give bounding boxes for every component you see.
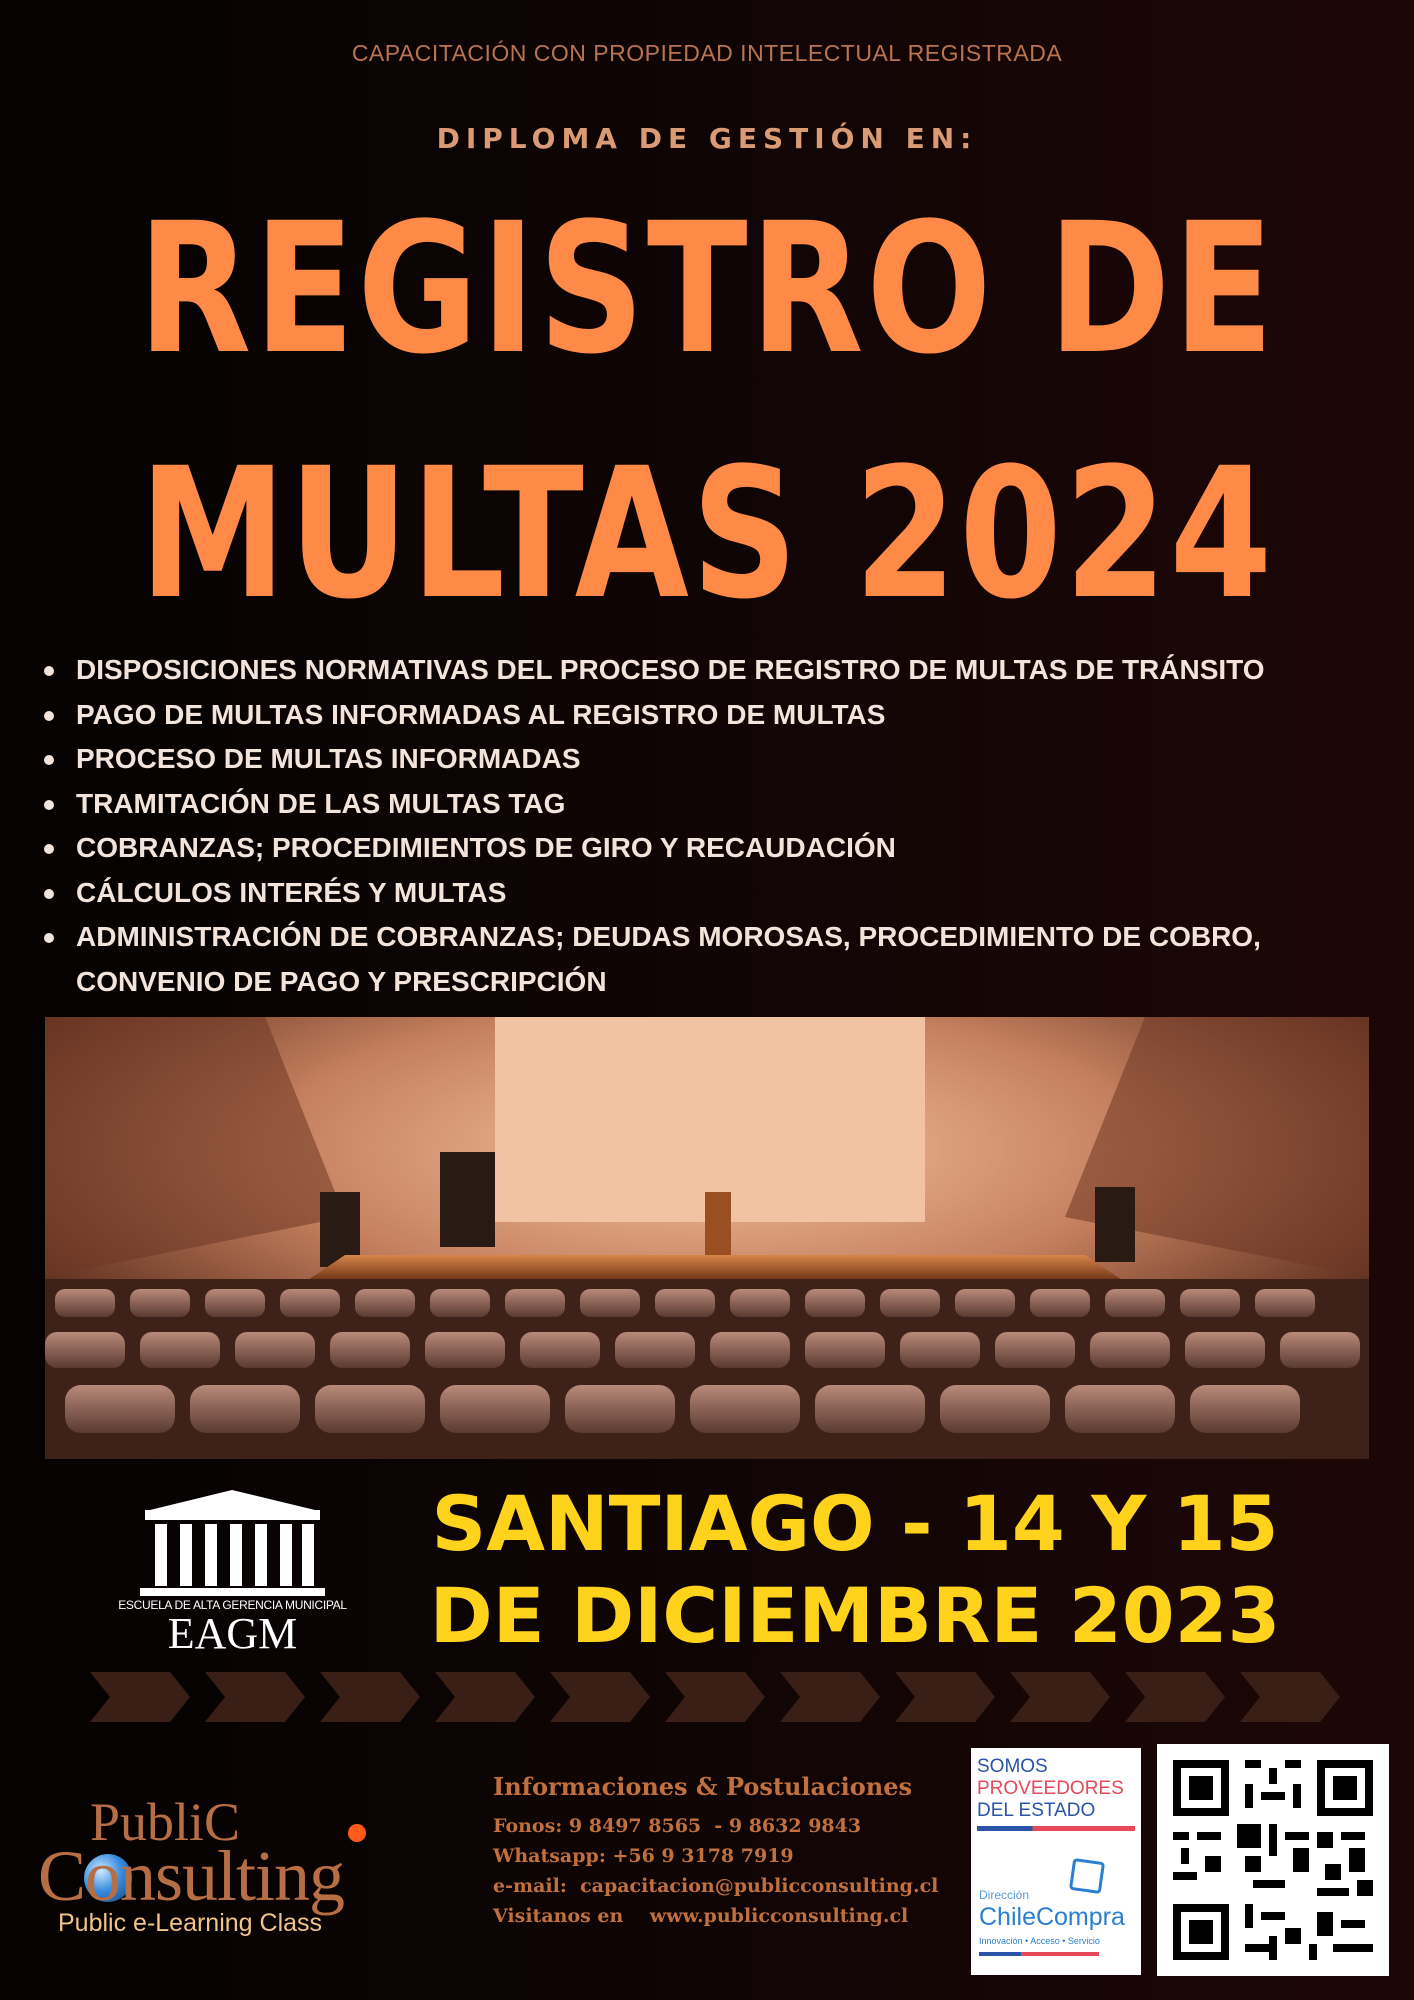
badge-line3: DEL ESTADO: [977, 1800, 1096, 1821]
contact-whatsapp: Whatsapp: +56 9 3178 7919: [493, 1845, 794, 1867]
contact-phones: Fonos: 9 8497 8565 - 9 8632 9843: [493, 1815, 862, 1837]
topic-item: ADMINISTRACIÓN DE COBRANZAS; DEUDAS MOROSAS, PROCEDIMIENTO DE COBRO, CONVENIO DE PAGO Y PRESCRIPCIÓN: [44, 915, 1364, 1004]
orange-dot-icon: [348, 1824, 366, 1842]
main-title-line2: MULTAS 2024: [139, 430, 1275, 639]
auditorium-photo: [45, 1017, 1369, 1459]
topic-item: PROCESO DE MULTAS INFORMADAS: [44, 737, 1364, 782]
qr-code[interactable]: [1157, 1744, 1389, 1976]
contact-email[interactable]: e-mail: capacitacion@publicconsulting.cl: [493, 1875, 939, 1897]
public-consulting-logo: [30, 1782, 470, 1942]
chevron-strip: [90, 1672, 1340, 1722]
temple-icon: [110, 1488, 355, 1603]
chevron-right-icon: [90, 1672, 1340, 1722]
badge-underline: [979, 1952, 1099, 1956]
eagm-subtitle: ESCUELA DE ALTA GERENCIA MUNICIPAL: [118, 1598, 347, 1612]
qr-code-icon: [1157, 1744, 1389, 1976]
badge-direccion: Dirección: [979, 1888, 1030, 1902]
eagm-name: EAGM: [167, 1609, 298, 1658]
badge-brand: ChileCompra: [979, 1903, 1125, 1931]
contact-heading: Informaciones & Postulaciones: [493, 1772, 913, 1801]
badge-line2: PROVEEDORES: [977, 1778, 1124, 1799]
topic-item: COBRANZAS; PROCEDIMIENTOS DE GIRO Y RECAUDACIÓN: [44, 826, 1364, 871]
chilecompra-badge: [971, 1748, 1141, 1975]
notice-text: CAPACITACIÓN CON PROPIEDAD INTELECTUAL REGISTRADA: [351, 40, 1063, 66]
topic-item: CÁLCULOS INTERÉS Y MULTAS: [44, 871, 1364, 916]
badge-line1: SOMOS: [977, 1756, 1048, 1777]
topic-item: DISPOSICIONES NORMATIVAS DEL PROCESO DE REGISTRO DE MULTAS DE TRÁNSITO: [44, 648, 1364, 693]
main-title-line1: REGISTRO DE: [137, 185, 1277, 394]
pc-logo-tagline: Public e-Learning Class: [58, 1909, 323, 1937]
chilecompra-icon: [1069, 1858, 1105, 1894]
diploma-subtitle: DIPLOMA DE GESTIÓN EN:: [436, 122, 978, 155]
topic-item: TRAMITACIÓN DE LAS MULTAS TAG: [44, 782, 1364, 827]
auditorium-illustration: [45, 1017, 1369, 1459]
pc-logo-line1: PubliC: [90, 1792, 241, 1852]
contact-website[interactable]: Visitanos en www.publicconsulting.cl: [493, 1905, 909, 1927]
topics-list: [44, 648, 1364, 1004]
topic-item: PAGO DE MULTAS INFORMADAS AL REGISTRO DE MULTAS: [44, 693, 1364, 738]
badge-slogan: Innovación • Acceso • Servicio: [979, 1936, 1100, 1946]
event-date: [395, 1478, 1315, 1662]
pc-logo-line2: Consulting: [38, 1836, 345, 1916]
badge-divider: [977, 1826, 1135, 1831]
event-line2: DE DICIEMBRE 2023: [429, 1571, 1281, 1660]
contact-info: [493, 1772, 973, 1931]
eagm-logo: [110, 1488, 355, 1658]
event-line1: SANTIAGO - 14 Y 15: [431, 1479, 1279, 1568]
